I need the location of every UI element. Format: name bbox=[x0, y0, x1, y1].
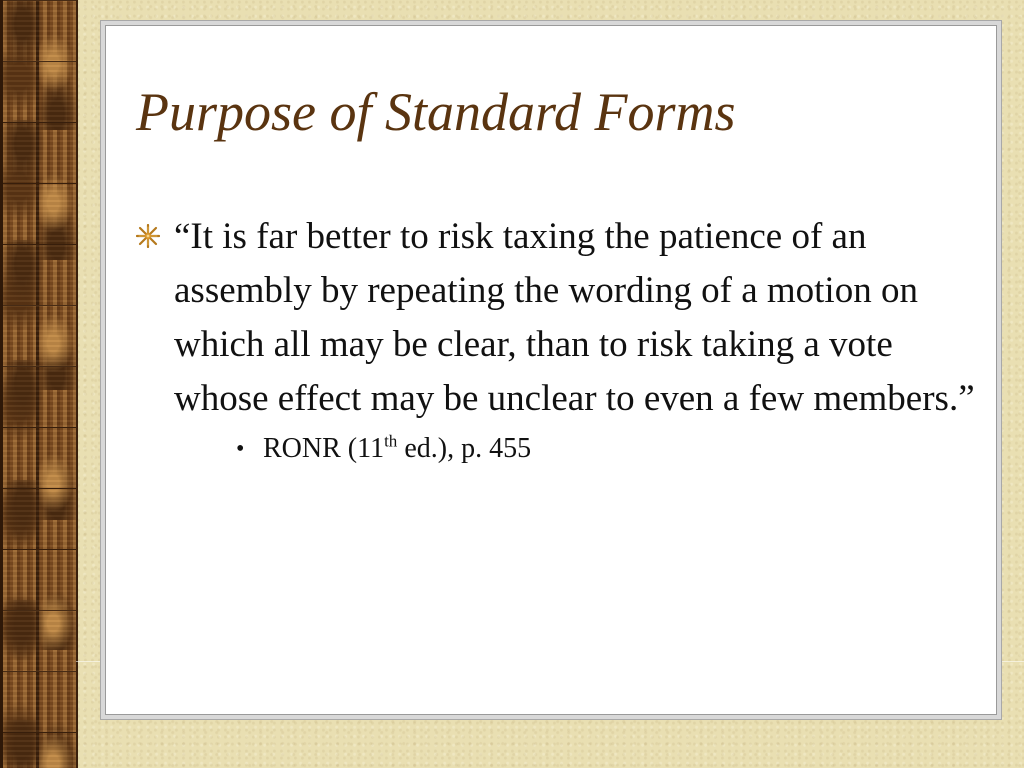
list-item bbox=[134, 210, 984, 426]
citation-sub-bullet bbox=[134, 432, 984, 466]
slide-content-area bbox=[105, 25, 997, 715]
decorative-wood-strip bbox=[0, 0, 78, 768]
slide-panel bbox=[100, 20, 1002, 720]
citation-prefix: RONR (11 bbox=[263, 433, 385, 464]
citation-superscript: th bbox=[384, 431, 398, 451]
sub-bullet-marker: • bbox=[236, 436, 245, 462]
citation-suffix: ed.), p. 455 bbox=[397, 433, 532, 464]
quote-text: “It is far better to risk taxing the patience of an assembly by repeating the wording of a motion on which all may be clear, than to risk taking a vote whose effect may be unclear to even a few members.” bbox=[174, 216, 975, 419]
star-bullet-icon bbox=[136, 224, 160, 248]
bullet-list bbox=[134, 210, 984, 466]
slide-title: Purpose of Standard Forms bbox=[136, 82, 736, 142]
wood-strip-edge bbox=[0, 0, 3, 768]
